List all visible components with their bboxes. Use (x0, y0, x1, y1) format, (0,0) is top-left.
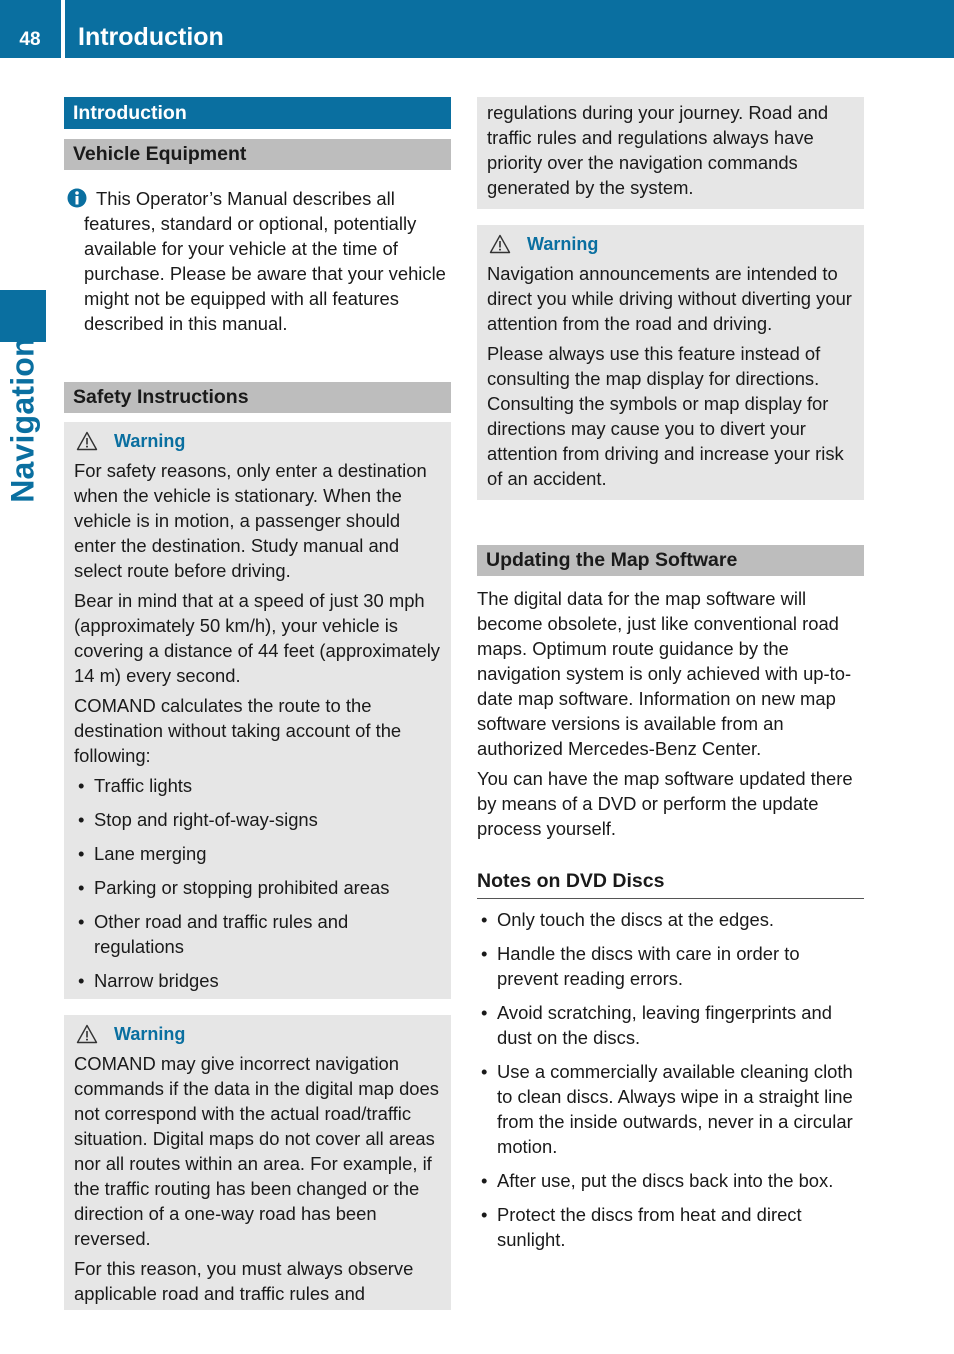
right-column (477, 97, 864, 1261)
warning-box-3 (477, 225, 864, 500)
side-tab-label (0, 337, 46, 503)
list-item: • Traffic lights (74, 773, 442, 798)
warning-header (74, 1015, 442, 1051)
page-number: 48 (19, 29, 41, 50)
list-item: • Protect the discs from heat and direct sunlight. (477, 1202, 864, 1252)
header-title: Introduction (78, 23, 224, 51)
side-tab-text: Navigation (4, 337, 41, 503)
heading-vehicle-equipment: Vehicle Equipment (64, 139, 451, 170)
warning-label: Warning (114, 1023, 186, 1044)
map-update-body (477, 586, 864, 841)
warning-header (487, 225, 855, 261)
warning-paragraph: Navigation announcements are intended to direct you while driving without diverting your attention from the road and driving. (487, 263, 852, 334)
warning-paragraph: Bear in mind that at a speed of just 30 mph (approximately 50 km/h), your vehicle is covering a distance of 44 feet (approximately 14 m) every second. (74, 590, 440, 686)
vehicle-equipment-note (64, 186, 451, 336)
list-item: • Stop and right-of-way-signs (74, 807, 442, 832)
page-header (0, 0, 954, 58)
list-item: • Lane merging (74, 841, 442, 866)
dvd-notes-list (477, 907, 864, 1252)
header-divider (61, 0, 65, 58)
list-item: • Other road and traffic rules and regulations (74, 909, 442, 959)
list-item: • Avoid scratching, leaving fingerprints and dust on the discs. (477, 1000, 864, 1050)
warning-label: Warning (527, 233, 599, 254)
section-title-introduction: Introduction (64, 97, 451, 129)
warning-box-1 (64, 422, 451, 999)
warning-box-continued (477, 97, 864, 209)
warning-paragraph: COMAND may give incorrect navigation commands if the data in the digital map does not correspond with the actual road/traffic situation. Digital maps do not cover all areas nor all routes within an area. For example, if the traffic routing has been changed or the direction of a one-way road has been reversed. (74, 1053, 439, 1249)
warning-triangle-icon (489, 234, 511, 254)
route-exclusions-list (74, 773, 442, 993)
list-item: • After use, put the discs back into the box. (477, 1168, 864, 1193)
heading-updating-map-software: Updating the Map Software (477, 545, 864, 576)
list-item: • Narrow bridges (74, 968, 442, 993)
list-item: • Parking or stopping prohibited areas (74, 875, 442, 900)
warning-paragraph: COMAND calculates the route to the destination without taking account of the following: (74, 695, 402, 766)
warning-header (74, 422, 442, 458)
list-item: • Use a commercially available cleaning cloth to clean discs. Always wipe in a straight line from the inside outwards, never in a circular motion. (477, 1059, 864, 1159)
body-paragraph: The digital data for the map software will become obsolete, just like conventional road maps. Optimum route guidance by the navigation system is only achieved with up-to-date map software. Information on new map software versions is available from an authorized Mercedes-Benz Center. (477, 588, 852, 759)
left-column (64, 97, 451, 1310)
heading-notes-dvd-discs: Notes on DVD Discs (477, 869, 864, 899)
vehicle-equipment-text: This Operator’s Manual describes all features, standard or optional, potentially available for your vehicle at the time of purchase. Please be aware that your vehicle might not be equipped with all features described in this manual. (84, 188, 446, 334)
warning-paragraph: For safety reasons, only enter a destination when the vehicle is stationary. When the vehicle is in motion, a passenger should enter the destination. Study manual and select route before driving. (74, 460, 427, 581)
continued-paragraph: regulations during your journey. Road and traffic rules and regulations always have priority over the navigation commands generated by the system. (487, 102, 829, 198)
warning-triangle-icon (76, 431, 98, 451)
body-paragraph: You can have the map software updated there by means of a DVD or perform the update process yourself. (477, 768, 853, 839)
warning-label: Warning (114, 430, 186, 451)
warning-paragraph: Please always use this feature instead of consulting the map display for directions. Consulting the symbols or map display for directions may cause you to divert your attention from driving and increase your risk of an accident. (487, 343, 844, 489)
info-icon (67, 188, 87, 208)
list-item: • Handle the discs with care in order to prevent reading errors. (477, 941, 864, 991)
side-tab-marker (0, 290, 46, 342)
warning-paragraph: For this reason, you must always observe applicable road and traffic rules and (74, 1258, 414, 1304)
warning-box-2 (64, 1015, 451, 1310)
list-item: • Only touch the discs at the edges. (477, 907, 864, 932)
heading-safety-instructions: Safety Instructions (64, 382, 451, 413)
warning-triangle-icon (76, 1024, 98, 1044)
